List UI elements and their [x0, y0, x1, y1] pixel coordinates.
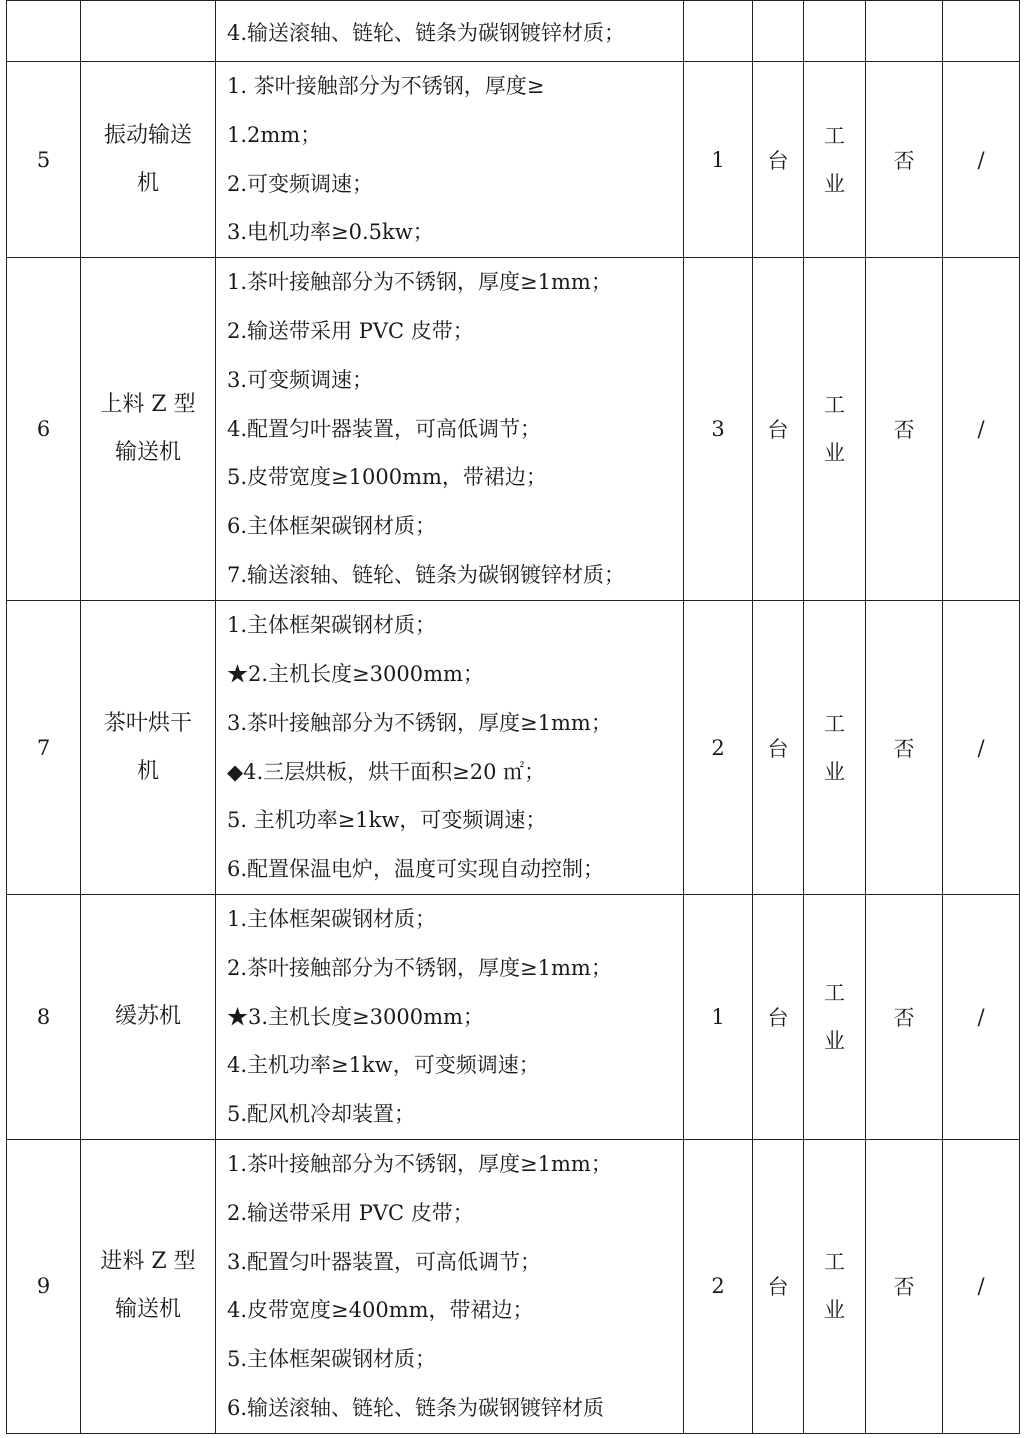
imported-cell: [866, 894, 943, 1139]
quantity-cell: [684, 601, 753, 895]
equipment-spec-table: [6, 0, 1020, 1434]
spec-line: 6.配置保温电炉，温度可实现自动控制；: [227, 857, 605, 882]
item-name-cell: [81, 62, 216, 258]
spec-line: ◆4.三层烘板，烘干面积≥20 ㎡；: [227, 759, 546, 784]
category-line: 业: [824, 1028, 845, 1053]
remark-cell: [943, 1, 1020, 62]
remark: /: [977, 417, 985, 442]
item-name-line: 机: [136, 758, 159, 784]
spec-line: 1.茶叶接触部分为不锈钢，厚度≥1mm；: [227, 270, 612, 295]
item-name-line: 输送机: [114, 440, 181, 466]
table-row: [7, 1, 1020, 62]
spec-line: 6.主体框架碳钢材质；: [227, 514, 437, 539]
imported-flag: 否: [893, 418, 915, 443]
imported-cell: [866, 258, 943, 601]
unit: 台: [767, 1005, 789, 1030]
item-spec-cell: [216, 894, 684, 1139]
spec-line: 5.皮带宽度≥1000mm，带裙边；: [227, 465, 547, 490]
imported-flag: 否: [893, 1005, 915, 1030]
remark: /: [977, 735, 985, 760]
item-number-cell: [7, 1139, 81, 1433]
unit-cell: [753, 1139, 804, 1433]
table-row: [7, 601, 1020, 895]
category-cell: [804, 1139, 866, 1433]
table-body: [7, 1, 1020, 1434]
spec-line: 4.配置匀叶器装置，可高低调节；: [227, 416, 542, 441]
item-name-line: 茶叶烘干: [103, 710, 192, 736]
table-row: [7, 258, 1020, 601]
unit-cell: [753, 258, 804, 601]
remark-cell: [943, 258, 1020, 601]
category-cell: [804, 1, 866, 62]
category-cell: [804, 258, 866, 601]
spec-line: 5.主体框架碳钢材质；: [227, 1347, 437, 1372]
spec-line: 2.输送带采用 PVC 皮带；: [227, 318, 474, 343]
imported-cell: [866, 601, 943, 895]
spec-line: 3.可变频调速；: [227, 367, 374, 392]
item-name-line: 机: [136, 170, 159, 196]
item-spec-cell: [216, 62, 684, 258]
remark-cell: [943, 601, 1020, 895]
category-line: 业: [824, 441, 845, 466]
remark: /: [977, 147, 985, 172]
imported-cell: [866, 1139, 943, 1433]
table-row: [7, 1139, 1020, 1433]
spec-line: 7.输送滚轴、链轮、链条为碳钢镀锌材质；: [227, 562, 626, 587]
spec-line: 1.2mm；: [227, 122, 322, 147]
quantity-cell: [684, 62, 753, 258]
category-cell: [804, 601, 866, 895]
spec-line: 5.配风机冷却装置；: [227, 1102, 416, 1127]
item-name-line: 振动输送: [103, 122, 192, 148]
item-number-cell: [7, 62, 81, 258]
category-line: 业: [824, 171, 845, 196]
spec-line: 3.配置匀叶器装置，可高低调节；: [227, 1249, 542, 1274]
item-name-cell: [81, 258, 216, 601]
item-number: 9: [36, 1274, 51, 1299]
item-name-line: 缓苏机: [114, 1003, 181, 1029]
category-cell: [804, 62, 866, 258]
item-spec-cell: [216, 1139, 684, 1433]
imported-flag: 否: [893, 1275, 915, 1300]
table-row: [7, 894, 1020, 1139]
spec-line: 3.电机功率≥0.5kw；: [227, 220, 434, 245]
item-number-cell: [7, 601, 81, 895]
unit-cell: [753, 601, 804, 895]
item-name-cell: [81, 1, 216, 62]
item-name-cell: [81, 1139, 216, 1433]
imported-flag: 否: [893, 148, 915, 173]
spec-line: ★3.主机长度≥3000mm；: [227, 1004, 484, 1029]
item-number: 7: [36, 735, 51, 760]
imported-cell: [866, 62, 943, 258]
imported-cell: [866, 1, 943, 62]
item-spec-cell: [216, 601, 684, 895]
remark-cell: [943, 894, 1020, 1139]
category-cell: [804, 894, 866, 1139]
quantity-cell: [684, 1, 753, 62]
category-line: 业: [824, 759, 845, 784]
spec-line: 3.茶叶接触部分为不锈钢，厚度≥1mm；: [227, 710, 612, 735]
spec-line: 2.输送带采用 PVC 皮带；: [227, 1200, 474, 1225]
unit: 台: [767, 736, 789, 761]
remark: /: [977, 1004, 985, 1029]
spec-line: 6.输送滚轴、链轮、链条为碳钢镀锌材质: [227, 1395, 605, 1420]
remark-cell: [943, 62, 1020, 258]
item-number-cell: [7, 1, 81, 62]
category-line: 工: [824, 393, 845, 418]
quantity-cell: [684, 894, 753, 1139]
remark: /: [977, 1274, 985, 1299]
table-row: [7, 62, 1020, 258]
spec-line: ★2.主机长度≥3000mm；: [227, 661, 484, 686]
spec-line: 1.茶叶接触部分为不锈钢，厚度≥1mm；: [227, 1151, 612, 1176]
quantity: 1: [711, 147, 725, 172]
unit-cell: [753, 62, 804, 258]
category-line: 工: [824, 1250, 845, 1275]
category-line: 工: [824, 123, 845, 148]
unit-cell: [753, 1, 804, 62]
spec-line: 1. 茶叶接触部分为不锈钢，厚度≥: [227, 74, 545, 98]
remark-cell: [943, 1139, 1020, 1433]
spec-line: 1.主体框架碳钢材质；: [227, 613, 437, 638]
quantity: 1: [711, 1004, 725, 1029]
quantity: 3: [711, 417, 725, 442]
quantity: 2: [711, 735, 725, 760]
quantity-cell: [684, 1139, 753, 1433]
spec-line: 2.可变频调速；: [227, 171, 374, 196]
quantity: 2: [711, 1274, 725, 1299]
item-number: 6: [36, 417, 51, 442]
unit-cell: [753, 894, 804, 1139]
item-name-cell: [81, 601, 216, 895]
item-spec-cell: [216, 1, 684, 62]
spec-line: 2.茶叶接触部分为不锈钢，厚度≥1mm；: [227, 955, 612, 980]
unit: 台: [767, 1275, 789, 1300]
item-name-line: 上料 Z 型: [100, 392, 196, 418]
spec-line: 5. 主机功率≥1kw，可变频调速；: [227, 808, 547, 833]
item-number: 8: [36, 1004, 51, 1029]
item-spec-cell: [216, 258, 684, 601]
category-line: 工: [824, 980, 845, 1005]
item-name-line: 进料 Z 型: [100, 1249, 196, 1275]
spec-line: 1.主体框架碳钢材质；: [227, 906, 437, 931]
item-number: 5: [36, 147, 51, 172]
item-number-cell: [7, 258, 81, 601]
imported-flag: 否: [893, 736, 915, 761]
unit: 台: [767, 418, 789, 443]
unit: 台: [767, 148, 789, 173]
spec-line: 4.主机功率≥1kw，可变频调速；: [227, 1053, 540, 1078]
category-line: 业: [824, 1298, 845, 1323]
quantity-cell: [684, 258, 753, 601]
spec-line: 4.输送滚轴、链轮、链条为碳钢镀锌材质；: [227, 21, 626, 45]
category-line: 工: [824, 711, 845, 736]
spec-line: 4.皮带宽度≥400mm，带裙边；: [227, 1298, 534, 1323]
item-name-cell: [81, 894, 216, 1139]
item-number-cell: [7, 894, 81, 1139]
item-name-line: 输送机: [114, 1297, 181, 1323]
